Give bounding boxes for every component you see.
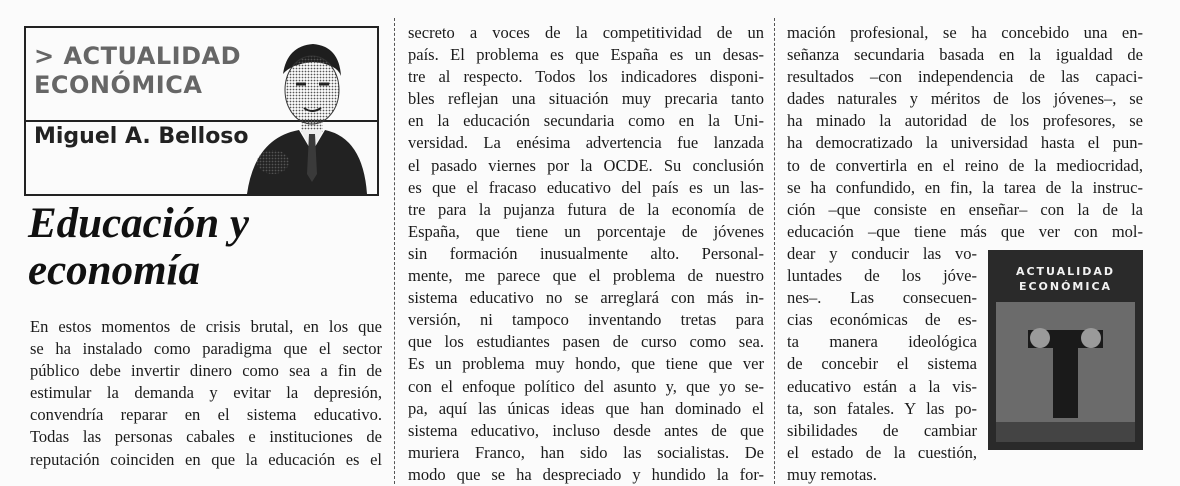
- text-line: reputación coinciden en que la educación es el: [30, 449, 382, 469]
- column-divider: [394, 18, 395, 484]
- cover-title-line1: ACTUALIDAD: [1015, 265, 1116, 278]
- text-line: mente, me parece que el problema de nuestro: [408, 266, 764, 286]
- column-divider: [774, 18, 775, 484]
- text-line: educativo están a la vis-: [787, 376, 977, 396]
- text-line: el estado de la cuestión,: [787, 442, 977, 462]
- text-line: resultados –con independencia de las capaci-: [787, 67, 1143, 87]
- text-line: versión, ni tampoco inventando tretas para: [408, 310, 764, 330]
- text-line: sistema educativo no se arreglará con más in-: [408, 288, 764, 308]
- text-line: país. El problema es que España es un desas-: [408, 45, 764, 65]
- text-line: convendría reparar en el sistema educativo.: [30, 405, 382, 425]
- section-label: [34, 42, 241, 100]
- text-line: muy remotas.: [787, 464, 877, 484]
- text-line: en la educación secundaria como en la Uni-: [408, 111, 764, 131]
- text-line: tre para la pujanza futura de la economía de: [408, 199, 764, 219]
- text-line: to de convertirla en el reino de la mediocridad,: [787, 155, 1143, 175]
- cover-title-line2: ECONÓMICA: [1018, 280, 1113, 293]
- text-line: España, que tiene un porcentaje de jóvenes: [408, 221, 764, 241]
- text-line: En estos momentos de crisis brutal, en los que: [30, 317, 382, 336]
- text-line: dades naturales y méritos de los jóvenes–, se: [787, 89, 1143, 109]
- headline-line2: economía: [28, 247, 200, 294]
- author-portrait: [241, 34, 369, 194]
- text-line: ción –que consiste en enseñar– con la de la: [787, 199, 1143, 219]
- cover-figure-icon: [988, 250, 1143, 450]
- text-line: cias económicas de es-: [787, 310, 977, 330]
- text-line: tre al respecto. Todos los indicadores disponi-: [408, 67, 764, 87]
- text-line: educación –que tiene más que ver con mol-: [787, 221, 1143, 241]
- text-line: bles reflejan una situación muy precaria tanto: [408, 89, 764, 109]
- text-line: muriera Franco, han sido las socialistas. De: [408, 442, 764, 462]
- section-header: [24, 26, 379, 196]
- text-line: ta manera ideológica: [787, 332, 977, 352]
- text-line: el pasado viernes por la OCDE. Su conclusión: [408, 155, 764, 175]
- text-line: ta, son fatales. Y las po-: [787, 398, 977, 418]
- author-name: Miguel A. Belloso: [34, 124, 249, 149]
- article-headline: [28, 200, 368, 294]
- text-line: con el enfoque político del asunto y, que yo se-: [408, 376, 764, 396]
- text-line: modo que se ha despreciado y hundido la for-: [408, 464, 764, 484]
- text-line: sin formación inusualmente alto. Personal-: [408, 243, 764, 263]
- section-label-line1: > ACTUALIDAD: [34, 42, 241, 70]
- text-line: versidad. La enésima advertencia fue lanzada: [408, 133, 764, 153]
- text-line: dear y conducir las vo-: [787, 243, 977, 263]
- article-column-1: [30, 316, 382, 471]
- text-line: se ha confundido, en fin, la tarea de la instruc-: [787, 177, 1143, 197]
- text-line: sibilidades de cambiar: [787, 420, 977, 440]
- text-line: es que el fracaso educativo del país es un las-: [408, 177, 764, 197]
- text-line: ha democratizado la universidad hasta el pun-: [787, 133, 1143, 153]
- section-label-line2: ECONÓMICA: [34, 71, 203, 99]
- text-line: señanza secundaria basada en la igualdad de: [787, 45, 1143, 65]
- magazine-cover-image: [988, 250, 1143, 450]
- text-line: luntades de los jóve-: [787, 266, 977, 286]
- text-line: que los estudiantes pasen de curso como sea.: [408, 332, 764, 352]
- text-line: Todas las personas cabales e instituciones de: [30, 427, 382, 447]
- text-line: se ha instalado como paradigma que el sector: [30, 339, 382, 359]
- text-line: sistema educativo, incluso desde antes de que: [408, 420, 764, 440]
- headline-line1: Educación y: [28, 200, 249, 247]
- article-column-2: [408, 22, 764, 486]
- text-line: secreto a voces de la competitividad de un: [408, 23, 764, 42]
- text-line: nes–. Las consecuen-: [787, 288, 977, 308]
- text-line: Es un problema muy hondo, que tiene que ver: [408, 354, 764, 374]
- text-line: pa, aquí las únicas ideas que han dominado el: [408, 398, 764, 418]
- text-line: estimular la demanda y evitar la depresión,: [30, 383, 382, 403]
- text-line: ha minado la autoridad de los profesores, se: [787, 111, 1143, 131]
- text-line: mación profesional, se ha concebido una en-: [787, 23, 1143, 42]
- text-line: público debe invertir dinero como sea a fin de: [30, 361, 382, 381]
- text-line: de concebir el sistema: [787, 354, 977, 374]
